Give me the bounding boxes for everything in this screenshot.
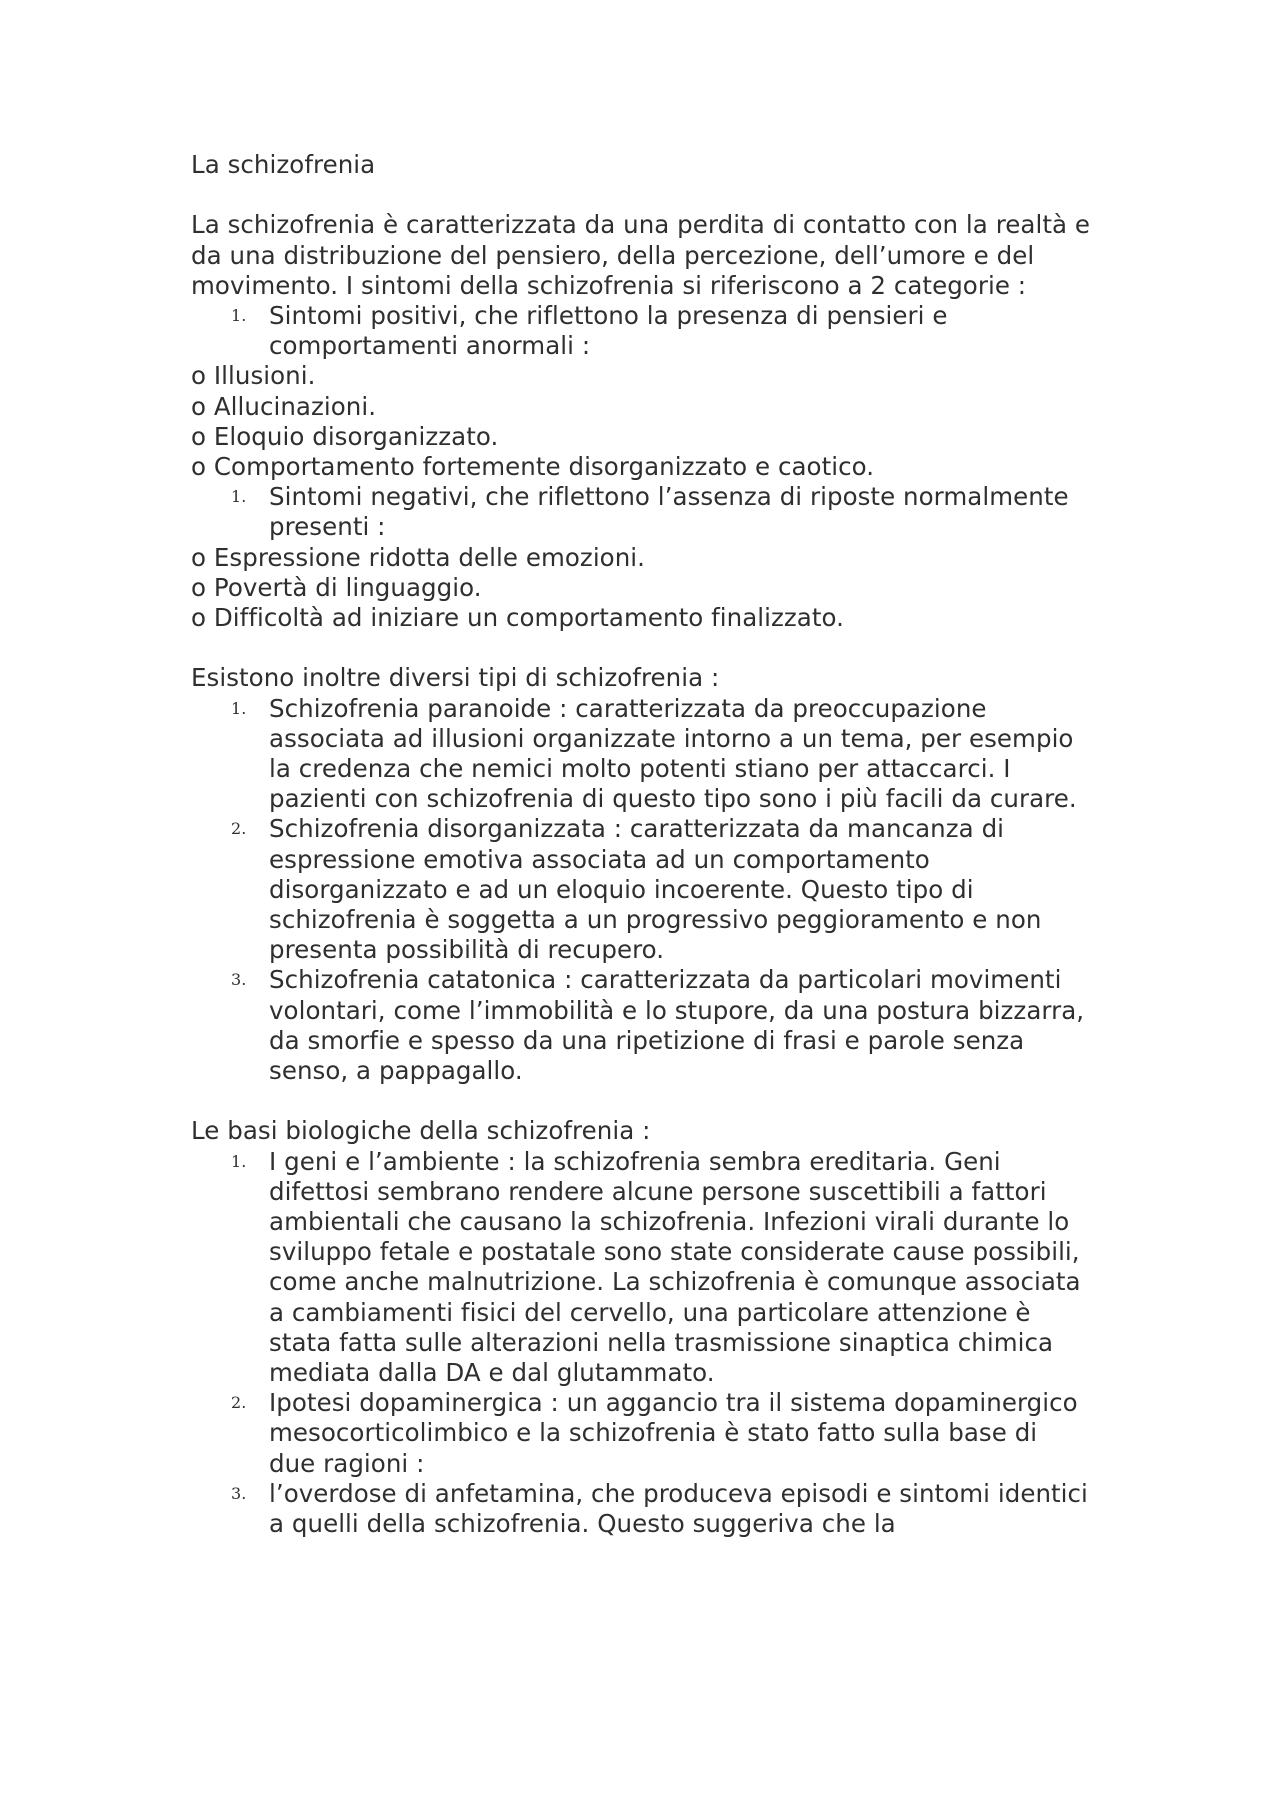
list-item-text: l’overdose di anfetamina, che produceva episodi e sintomi identici a quelli della schizofrenia. Questo suggeriva che la: [269, 1478, 1088, 1539]
document-page: [191, 150, 1091, 1539]
bullet-item: o Povertà di linguaggio.: [191, 572, 482, 602]
list-item-text: Schizofrenia paranoide : caratterizzata da preoccupazione associata ad illusioni organizzate intorno a un tema, per esempio la credenza che nemici molto potenti stiano per attaccarci. I pazienti con schizofrenia di questo tipo sono i più facili da curare.: [269, 693, 1077, 814]
bullet-item: o Comportamento fortemente disorganizzato e caotico.: [191, 452, 875, 482]
list-item-type: [191, 694, 1091, 815]
list-item-text: I geni e l’ambiente : la schizofrenia sembra ereditaria. Geni difettosi sembrano rendere alcune persone suscettibili a fattori ambientali che causano la schizofrenia. Infezioni virali durante lo sviluppo fetale e postatale sono state considerate cause possibili, come anche malnutrizione. La schizofrenia è comunque associata a cambiamenti fisici del cervello, una particolare attenzione è stata fatta sulle alterazioni nella trasmissione sinaptica chimica mediata dalla DA e dal glutammato.: [269, 1146, 1081, 1388]
list-number: 1.: [231, 1151, 247, 1171]
list-item-biology: [191, 1388, 1091, 1479]
spacer: [191, 633, 1091, 663]
list-item-biology: [191, 1147, 1091, 1389]
spacer: [191, 180, 1091, 210]
list-item-text: Schizofrenia disorganizzata : caratterizzata da mancanza di espressione emotiva associata ad un comportamento disorganizzato e ad un eloquio incoerente. Questo tipo di schizofrenia è soggetta a un progressivo peggioramento e non presenta possibilità di recupero.: [269, 814, 1042, 965]
list-item-biology: [191, 1479, 1091, 1539]
bullet-item: o Eloquio disorganizzato.: [191, 421, 499, 451]
list-item-text: Sintomi negativi, che riflettono l’assenza di riposte normalmente presenti :: [269, 482, 1069, 542]
list-item-positive-symptoms: [191, 301, 1091, 361]
list-number: 3.: [231, 970, 247, 990]
types-heading: Esistono inoltre diversi tipi di schizofrenia :: [191, 663, 720, 693]
list-item-negative-symptoms: [191, 482, 1091, 542]
list-number: 1.: [231, 487, 247, 507]
list-number: 1.: [231, 306, 247, 325]
list-item-type: [191, 814, 1091, 965]
list-number: 2.: [231, 819, 247, 839]
list-item-text: Sintomi positivi, che riflettono la presenza di pensieri e comportamenti anormali :: [269, 301, 948, 361]
bullet-item: o Allucinazioni.: [191, 391, 377, 421]
spacer: [191, 1086, 1091, 1116]
list-number: 3.: [231, 1483, 247, 1503]
list-number: 2.: [231, 1393, 247, 1413]
bullet-item: o Difficoltà ad iniziare un comportamento finalizzato.: [191, 603, 844, 633]
intro-paragraph: La schizofrenia è caratterizzata da una perdita di contatto con la realtà e da una distribuzione del pensiero, della percezione, dell’umore e del movimento. I sintomi della schizofrenia si riferiscono a 2 categorie :: [191, 210, 1091, 300]
bullet-item: o Espressione ridotta delle emozioni.: [191, 542, 645, 572]
bullet-item: o Illusioni.: [191, 361, 316, 391]
list-number: 1.: [231, 698, 247, 718]
list-item-text: Schizofrenia catatonica : caratterizzata da particolari movimenti volontari, come l’immobilità e lo stupore, da una postura bizzarra, da smorfie e spesso da una ripetizione di frasi e parole senza senso, a pappagallo.: [269, 965, 1085, 1086]
document-title: La schizofrenia: [191, 150, 376, 179]
biology-heading: Le basi biologiche della schizofrenia :: [191, 1116, 651, 1146]
list-item-text: Ipotesi dopaminergica : un aggancio tra il sistema dopaminergico mesocorticolimbico e la schizofrenia è stato fatto sulla base di due ragioni :: [269, 1388, 1078, 1478]
list-item-type: [191, 965, 1091, 1086]
